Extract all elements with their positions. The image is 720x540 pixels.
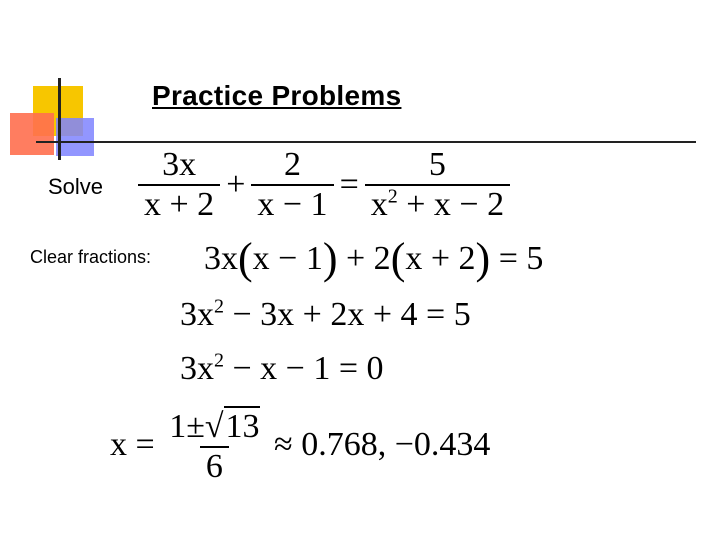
title-divider-line — [36, 141, 696, 143]
fraction-3-denominator — [365, 184, 510, 222]
clear-fractions-label: Clear fractions: — [30, 247, 152, 267]
fraction-3-den-exponent: 2 — [387, 185, 398, 208]
solution-numerator: 1±√13 — [169, 408, 260, 445]
equation-solution — [110, 410, 490, 484]
solve-label: Solve — [48, 174, 104, 199]
eq2-term-c: + 2 — [346, 240, 391, 277]
fraction-3-den-base: x — [370, 186, 388, 223]
solution-denominator: 6 — [200, 446, 229, 484]
eq3-rest: − 3x + 2x + 4 = 5 — [224, 296, 471, 333]
solution-radicand: 13 — [225, 408, 260, 445]
eq3-exponent: 2 — [214, 295, 224, 318]
eq4-lead-term: 3x — [180, 350, 214, 387]
equals-operator: = — [339, 166, 359, 203]
solution-lhs: x = — [110, 425, 155, 463]
eq2-term-a: 3x — [204, 240, 238, 277]
logo-red-square — [10, 113, 54, 155]
eq4-exponent: 2 — [214, 349, 224, 372]
logo-blue-square — [56, 118, 94, 156]
fraction-1-numerator: 3x — [162, 146, 197, 183]
equation-original — [138, 148, 510, 222]
equation-simplified — [180, 349, 384, 387]
eq2-term-e: = 5 — [498, 240, 544, 277]
solution-approximation: ≈ 0.768, −0.434 — [274, 425, 491, 463]
eq3-lead-term: 3x — [180, 296, 214, 333]
fraction-2 — [251, 148, 333, 222]
fraction-1 — [138, 148, 220, 222]
logo-vertical-line — [58, 78, 61, 160]
fraction-1-denominator: x + 2 — [138, 184, 220, 222]
solution-fraction — [163, 410, 265, 484]
fraction-3-den-rest: + x − 2 — [397, 186, 505, 223]
fraction-2-numerator: 2 — [283, 146, 301, 183]
solution-num-plusminus: 1± — [169, 408, 205, 445]
fraction-2-denominator: x − 1 — [251, 184, 333, 222]
plus-operator: + — [226, 166, 246, 203]
fraction-3 — [365, 148, 510, 222]
eq2-term-d: x + 2 — [405, 240, 476, 277]
slide-title: Practice Problems — [152, 80, 402, 111]
equation-cleared: 3x(x − 1) + 2(x + 2) = 5 — [204, 234, 544, 283]
fraction-3-numerator: 5 — [428, 146, 446, 183]
equation-expanded — [180, 295, 471, 333]
eq4-rest: − x − 1 = 0 — [224, 350, 384, 387]
eq2-term-b: x − 1 — [252, 240, 323, 277]
